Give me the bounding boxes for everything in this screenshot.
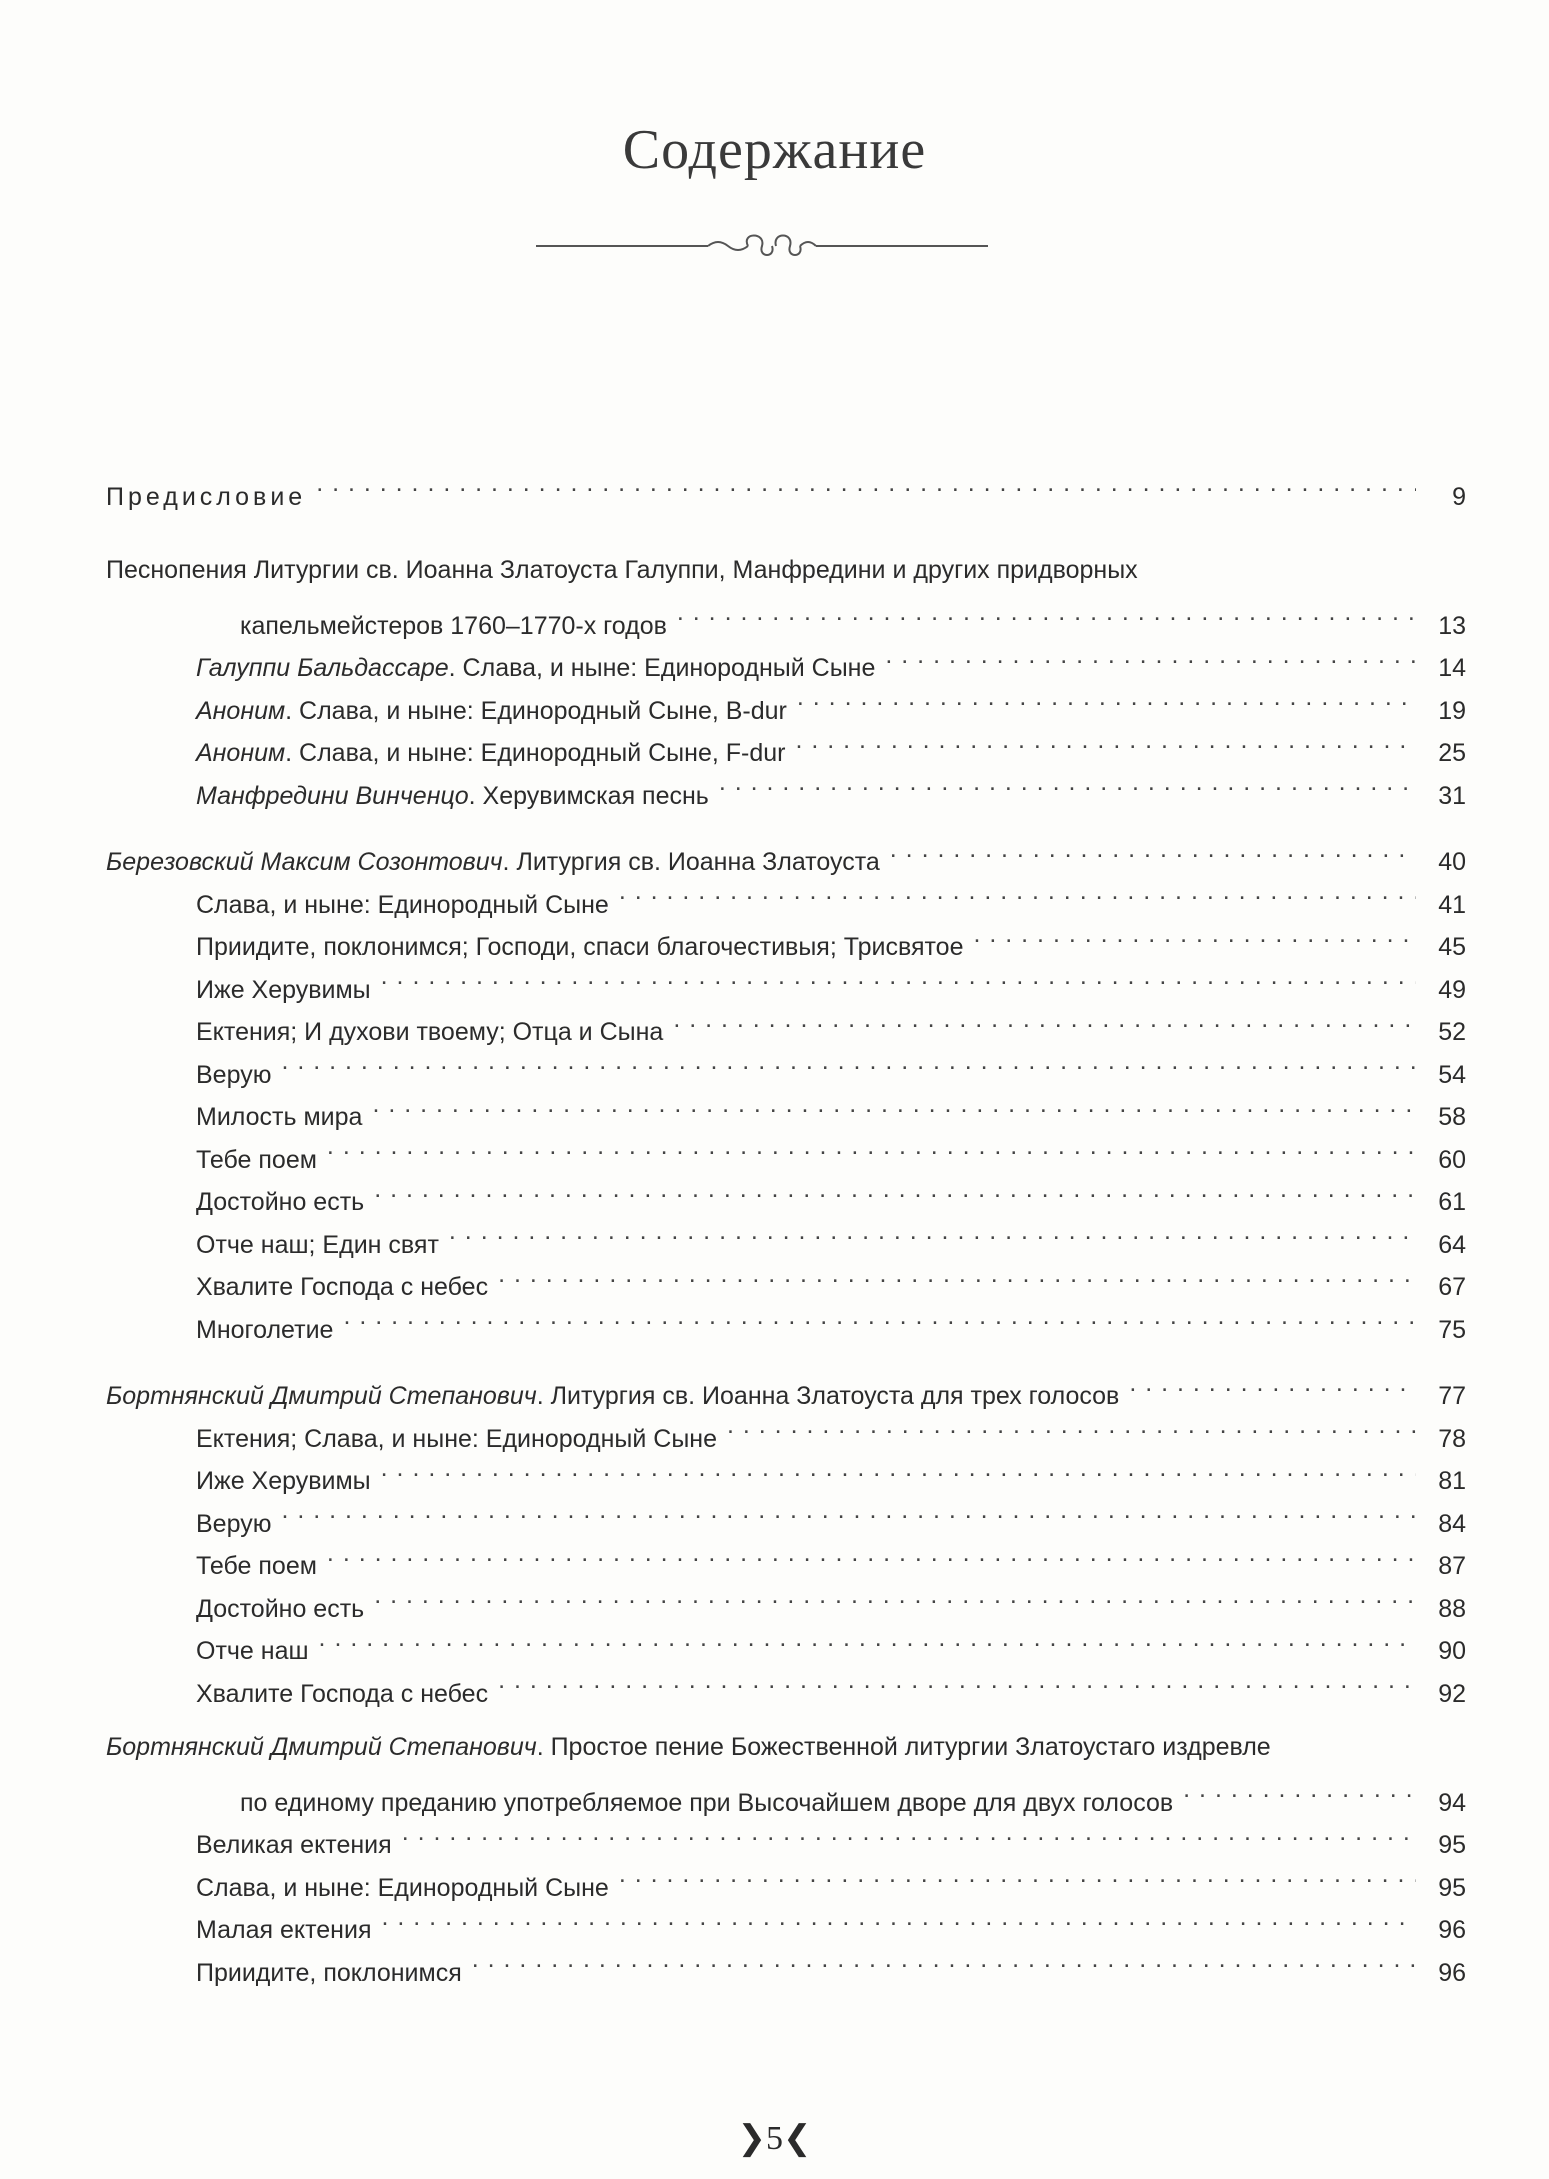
dot-leader xyxy=(374,1168,1416,1211)
toc-author: Березовский Максим Созонтович xyxy=(106,848,503,876)
toc-page-number: 40 xyxy=(1438,848,1466,876)
toc-entry-title: . Литургия св. Иоанна Златоуста xyxy=(502,848,880,876)
dot-leader xyxy=(472,1938,1416,1981)
arrow-left-icon: ❮ xyxy=(783,2120,812,2157)
dot-leader xyxy=(449,1210,1416,1253)
toc-page-number: 45 xyxy=(1438,933,1466,961)
arrow-right-icon: ❯ xyxy=(737,2120,766,2157)
toc-author: Галуппи Бальдассаре xyxy=(196,654,449,682)
toc-entry-title: капельмейстеров 1760–1770-х годов xyxy=(240,611,667,640)
toc-entry-title: Достойно есть xyxy=(196,1594,365,1623)
toc-entry-title: по единому преданию употребляемое при Высочайшем дворе для двух голосов xyxy=(240,1788,1174,1817)
toc-page-number: 81 xyxy=(1438,1467,1466,1495)
toc-entry[interactable] xyxy=(106,1083,1466,1131)
toc-page-number: 77 xyxy=(1438,1382,1466,1410)
section-heading-line: Песнопения Литургии св. Иоанна Златоуста Галуппи, Манфредини и других придворных xyxy=(106,555,1138,584)
dot-leader xyxy=(727,1404,1416,1447)
toc-entry-title: Отче наш; Един свят xyxy=(196,1230,439,1259)
toc-entry-section-4[interactable] xyxy=(106,1768,1466,1817)
dot-leader xyxy=(402,1811,1416,1854)
page-number: ❯5❮ xyxy=(737,2120,812,2157)
toc-entry-title: Иже Херувимы xyxy=(196,1467,371,1495)
toc-entry-section-1[interactable] xyxy=(106,591,1466,640)
dot-leader xyxy=(327,1532,1416,1575)
toc-author: Манфредини Винченцо xyxy=(196,781,469,810)
dot-leader xyxy=(319,1617,1416,1660)
toc-entry-title: . Литургия св. Иоанна Златоуста для трех голосов xyxy=(536,1382,1120,1410)
dot-leader xyxy=(797,676,1416,719)
toc-entry-section-3[interactable] xyxy=(106,1362,1466,1410)
toc-page-number: 54 xyxy=(1438,1060,1466,1089)
table-of-contents xyxy=(106,462,1466,1987)
dot-leader xyxy=(281,1040,1416,1083)
toc-entry-title: Хвалите Господа с небес xyxy=(196,1273,489,1301)
toc-entry-title: Многолетие xyxy=(196,1315,334,1344)
toc-entry-section-2[interactable] xyxy=(106,828,1466,876)
toc-entry-title: Малая ектения xyxy=(196,1916,372,1944)
toc-entry-title: Слава, и ныне: Единородный Сыне xyxy=(196,1873,609,1902)
dot-leader xyxy=(498,1253,1416,1296)
dot-leader xyxy=(281,1489,1416,1532)
toc-author: Бортнянский Дмитрий Степанович xyxy=(106,1382,537,1410)
section-heading-line xyxy=(106,1726,1466,1769)
toc-author: Аноним xyxy=(196,739,286,767)
toc-page-number: 31 xyxy=(1438,781,1466,810)
dot-leader xyxy=(673,998,1416,1041)
toc-page-number: 78 xyxy=(1438,1424,1466,1453)
toc-page-number: 75 xyxy=(1438,1315,1466,1344)
dot-leader xyxy=(1129,1362,1416,1405)
ornament-divider-icon xyxy=(536,228,988,264)
toc-entry-title: Достойно есть xyxy=(196,1188,365,1216)
dot-leader xyxy=(374,1574,1416,1617)
toc-page-number: 25 xyxy=(1438,739,1466,767)
toc-entry-title: Тебе поем xyxy=(196,1552,317,1580)
dot-leader xyxy=(381,955,1416,998)
dot-leader xyxy=(1183,1768,1416,1811)
toc-entry-title: Приидите, поклонимся; Господи, спаси благочестивыя; Трисвятое xyxy=(196,933,964,961)
toc-entry[interactable] xyxy=(106,1659,1466,1708)
dot-leader xyxy=(885,634,1416,677)
toc-page-number: 84 xyxy=(1438,1509,1466,1538)
toc-page-number: 41 xyxy=(1438,890,1466,919)
toc-page-number: 49 xyxy=(1438,975,1466,1004)
dot-leader xyxy=(382,1896,1417,1939)
dot-leader xyxy=(498,1659,1416,1702)
toc-page-number: 95 xyxy=(1438,1873,1466,1902)
toc-entry-preface[interactable] xyxy=(106,462,1466,511)
toc-entry-title: . Слава, и ныне: Единородный Сыне xyxy=(448,654,876,682)
dot-leader xyxy=(677,591,1416,634)
toc-page-number: 90 xyxy=(1438,1637,1466,1665)
toc-entry-title: Иже Херувимы xyxy=(196,975,371,1004)
toc-page-number: 87 xyxy=(1438,1552,1466,1580)
toc-page-number: 14 xyxy=(1438,654,1466,682)
toc-page-number: 95 xyxy=(1438,1831,1466,1859)
dot-leader xyxy=(619,870,1416,913)
toc-page-number: 67 xyxy=(1438,1273,1466,1301)
toc-entry-title: Приидите, поклонимся xyxy=(196,1958,462,1987)
toc-entry-title: Милость мира xyxy=(196,1103,363,1131)
toc-page-number: 52 xyxy=(1438,1018,1466,1046)
toc-page-number: 58 xyxy=(1438,1103,1466,1131)
toc-entry-title: Отче наш xyxy=(196,1637,309,1665)
toc-entry-title: Великая ектения xyxy=(196,1831,392,1859)
toc-page-number: 60 xyxy=(1438,1145,1466,1174)
toc-entry[interactable] xyxy=(106,1040,1466,1089)
toc-author: Аноним xyxy=(196,696,286,725)
toc-entry-title: . Слава, и ныне: Единородный Сыне, F-dur xyxy=(285,739,786,767)
toc-entry-title: Верую xyxy=(196,1509,272,1538)
toc-entry-title: Верую xyxy=(196,1060,272,1089)
toc-entry-title: Предисловие xyxy=(106,482,307,511)
dot-leader xyxy=(795,719,1416,762)
dot-leader xyxy=(890,828,1416,871)
toc-page-number: 94 xyxy=(1438,1788,1466,1817)
toc-page-number: 88 xyxy=(1438,1594,1466,1623)
toc-entry-title: . Слава, и ныне: Единородный Сыне, B-dur xyxy=(285,696,787,725)
toc-page-number: 64 xyxy=(1438,1230,1466,1259)
dot-leader xyxy=(719,761,1416,804)
toc-entry-title: Хвалите Господа с небес xyxy=(196,1679,489,1708)
toc-entry-title: Ектения; Слава, и ныне: Единородный Сыне xyxy=(196,1424,717,1453)
dot-leader xyxy=(619,1853,1416,1896)
toc-entry-title: Ектения; И духови твоему; Отца и Сына xyxy=(196,1018,664,1046)
toc-page-number: 13 xyxy=(1438,611,1466,640)
toc-entry-title: Тебе поем xyxy=(196,1145,317,1174)
toc-author: Бортнянский Дмитрий Степанович xyxy=(106,1732,537,1761)
dot-leader xyxy=(327,1125,1416,1168)
toc-entry[interactable] xyxy=(106,1532,1466,1580)
toc-entry-title: . Простое пение Божественной литургии Златоустаго издревле xyxy=(536,1732,1271,1761)
toc-page-number: 19 xyxy=(1438,696,1466,725)
toc-page-number: 96 xyxy=(1438,1958,1466,1987)
dot-leader xyxy=(381,1447,1416,1490)
toc-page-number: 92 xyxy=(1438,1679,1466,1708)
dot-leader xyxy=(316,462,1416,505)
toc-entry[interactable] xyxy=(106,1489,1466,1538)
toc-page-number: 61 xyxy=(1438,1188,1466,1216)
toc-page-number: 9 xyxy=(1452,482,1466,511)
dot-leader xyxy=(973,913,1416,956)
toc-entry-title: . Херувимская песнь xyxy=(468,781,709,810)
dot-leader xyxy=(343,1295,1416,1338)
toc-entry-title: Слава, и ныне: Единородный Сыне xyxy=(196,890,609,919)
toc-page-number: 96 xyxy=(1438,1916,1466,1944)
dot-leader xyxy=(372,1083,1416,1126)
page-title: Содержание xyxy=(622,119,927,181)
